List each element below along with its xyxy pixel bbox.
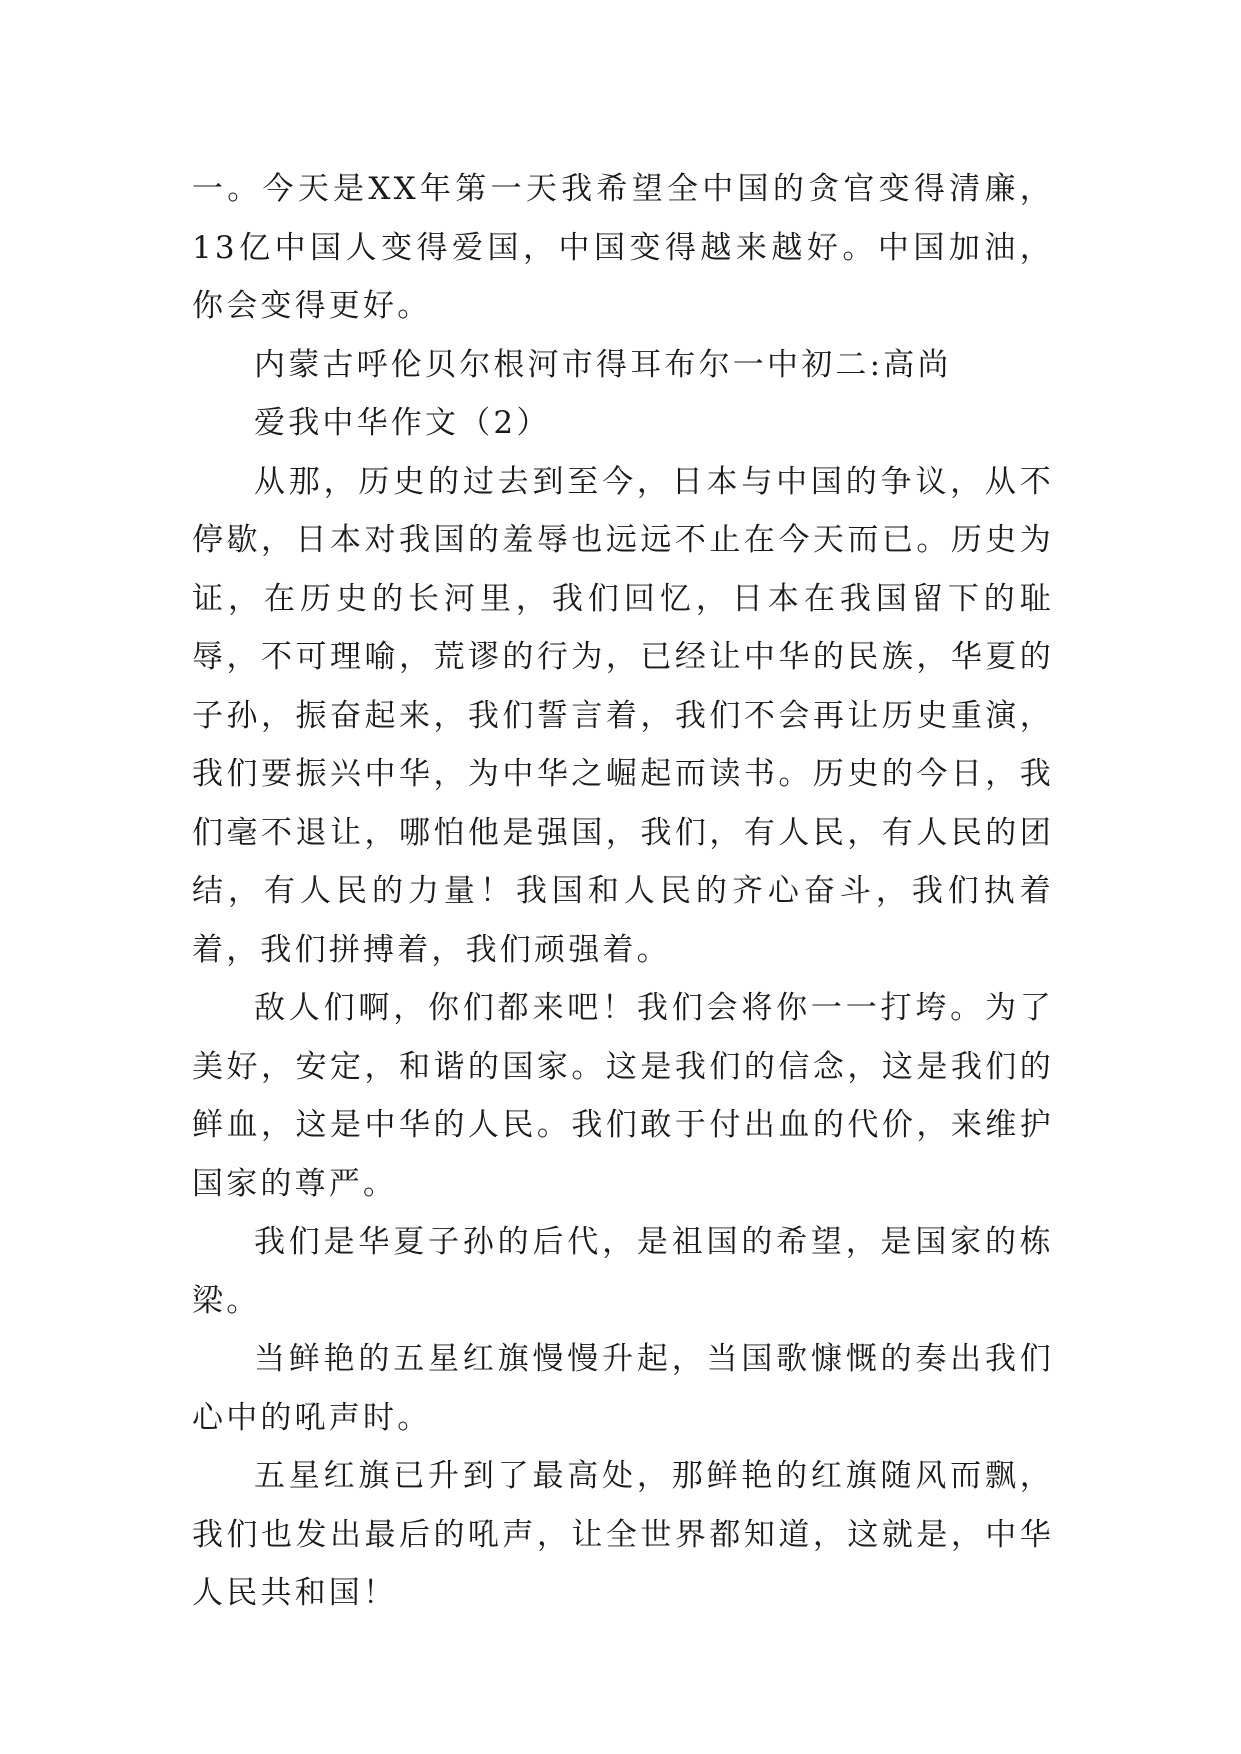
paragraph-intro: 一。今天是XX年第一天我希望全中国的贪官变得清廉，13亿中国人变得爱国，中国变得越来越好。中国加油，你会变得更好。 <box>192 171 1054 324</box>
paragraph-enemies: 敌人们啊，你们都来吧！我们会将你一一打垮。为了美好，安定，和谐的国家。这是我们的信念，这是我们的鲜血，这是中华的人民。我们敢于付出血的代价，来维护国家的尊严。 <box>192 990 1054 1202</box>
paragraph-flag-rising: 当鲜艳的五星红旗慢慢升起，当国歌慷慨的奏出我们心中的吼声时。 <box>192 1341 1054 1436</box>
paragraph-conclusion: 五星红旗已升到了最高处，那鲜艳的红旗随风而飘，我们也发出最后的吼声，让全世界都知道，这就是，中华人民共和国！ <box>192 1458 1054 1611</box>
author-line: 内蒙古呼伦贝尔根河市得耳布尔一中初二:高尚 <box>254 346 952 383</box>
paragraph-history: 从那，历史的过去到至今，日本与中国的争议，从不停歇，日本对我国的羞辱也远远不止在今天而已。历史为证，在历史的长河里，我们回忆，日本在我国留下的耻辱，不可理喻，荒谬的行为，已经让中华的民族，华夏的子孙，振奋起来，我们誓言着，我们不会再让历史重演，我们要振兴中华，为中华之崛起而读书。历史的今日，我们毫不退让，哪怕他是强国，我们，有人民，有人民的团结，有人民的力量！我国和人民的齐心奋斗，我们执着着，我们拼搏着，我们顽强着。 <box>192 463 1054 968</box>
essay-title: 爱我中华作文（2） <box>254 405 551 441</box>
body-text <box>192 160 1054 1623</box>
paragraph-descendants: 我们是华夏子孙的后代，是祖国的希望，是国家的栋梁。 <box>192 1224 1054 1319</box>
